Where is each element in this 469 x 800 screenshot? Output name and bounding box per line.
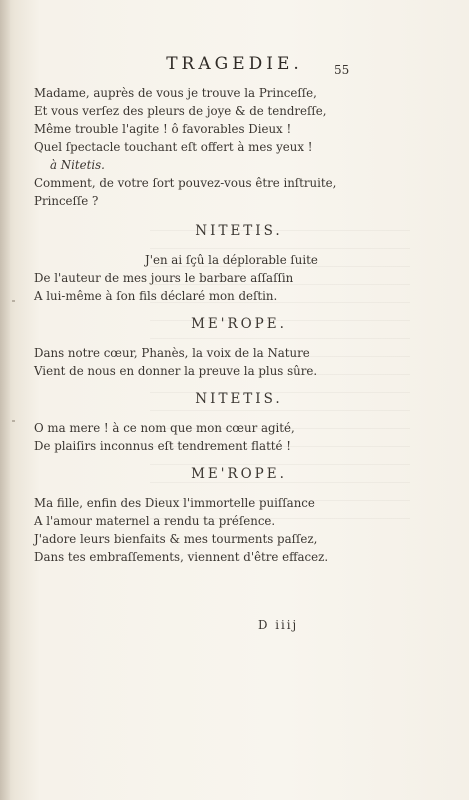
verse-line: De plaiſirs inconnus eſt tendrement flatté ! bbox=[34, 439, 292, 453]
margin-mark bbox=[12, 420, 15, 422]
verse-line: O ma mere ! à ce nom que mon cœur agité, bbox=[34, 421, 295, 435]
verse-line: Quel ſpectacle touchant eſt offert à mes yeux ! bbox=[34, 140, 313, 154]
verse-line: A lui-même à ſon fils déclaré mon deſtin. bbox=[34, 289, 278, 303]
verse-line: J'adore leurs bienfaits & mes tourments paſſez, bbox=[34, 532, 318, 546]
speaker-heading: ME'ROPE. bbox=[191, 316, 287, 332]
verse-line: Dans tes embraſſements, viennent d'être effacez. bbox=[34, 550, 329, 564]
page-number: 55 bbox=[334, 63, 350, 77]
verse-line: Même trouble l'agite ! ô favorables Dieux ! bbox=[34, 122, 292, 136]
verse-line: A l'amour maternel a rendu ta préſence. bbox=[34, 514, 276, 528]
verse-line: Vient de nous en donner la preuve la plus sûre. bbox=[34, 364, 318, 378]
speaker-heading: NITETIS. bbox=[195, 391, 283, 407]
verse-line: Madame, auprès de vous je trouve la Princeſſe, bbox=[34, 86, 317, 100]
verse-line: Princeſſe ? bbox=[34, 194, 99, 208]
page-gutter bbox=[0, 0, 10, 800]
verse-line: De l'auteur de mes jours le barbare aſſaſſin bbox=[34, 271, 294, 285]
stage-direction: à Nitetis. bbox=[50, 158, 105, 172]
margin-mark bbox=[12, 300, 15, 302]
play-text bbox=[34, 84, 444, 566]
verse-line: Ma fille, enfin des Dieux l'immortelle puiſſance bbox=[34, 496, 315, 510]
verse-line: Et vous verſez des pleurs de joye & de tendreſſe, bbox=[34, 104, 327, 118]
verse-line: Dans notre cœur, Phanès, la voix de la Nature bbox=[34, 346, 310, 360]
running-title: TRAGEDIE. bbox=[166, 54, 303, 74]
verse-line: J'en ai ſçû la déplorable ſuite bbox=[145, 253, 318, 267]
verse-line: Comment, de votre ſort pouvez-vous être inſtruite, bbox=[34, 176, 337, 190]
speaker-heading: ME'ROPE. bbox=[191, 466, 287, 482]
signature-mark: D iiij bbox=[258, 618, 299, 632]
speaker-heading: NITETIS. bbox=[195, 223, 283, 239]
